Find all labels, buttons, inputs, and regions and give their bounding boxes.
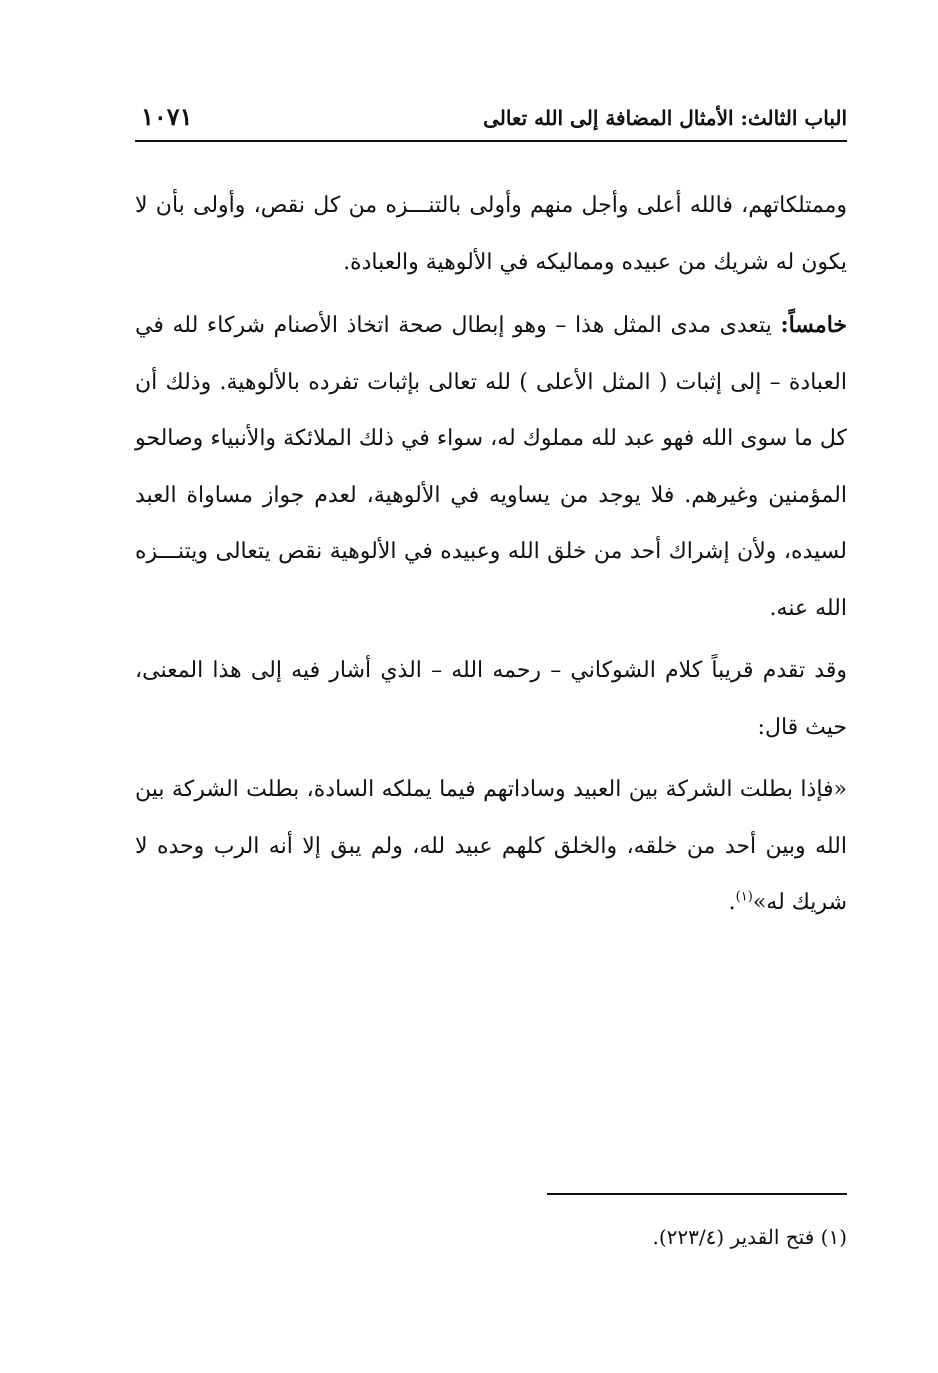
page-number: ١٠٧١ [141,102,193,131]
header-divider [135,140,847,142]
footnote-divider [547,1193,847,1195]
paragraph-3: وقد تقدم قريباً كلام الشوكاني – رحمه الله – الذي أشار فيه إلى هذا المعنى، حيث قال: [135,658,847,740]
paragraph-4-quote [135,762,847,932]
paragraph-2 [135,297,847,637]
quote-text: «فإذا بطلت الشركة بين العبيد وساداتهم فيما يملكه السادة، بطلت الشركة بين الله وبين أحد من خلقه، والخلق كلهم عبيد لله، ولم يبق إلا أنه الرب وحده لا شريك له» [135,777,847,915]
footnote-reference[interactable]: (١) [735,889,753,905]
quote-end: . [728,890,736,915]
footnote: (١) فتح القدير (٢٢٣/٤). [652,1225,847,1249]
main-text [135,178,847,932]
page-header [135,100,847,140]
chapter-title: الباب الثالث: الأمثال المضافة إلى الله تعالى [483,106,847,130]
paragraph-2-text: يتعدى مدى المثل هذا – وهو إبطال صحة اتخاذ الأصنام شركاء لله في العبادة – إلى إثبات ( المثل الأعلى ) لله تعالى بإثبات تفرده بالألوهية. وذلك أن كل ما سوى الله فهو عبد لله مملوك له، سواء في ذلك الملائكة والأنبياء وصالحو المؤمنين وغيرهم. فلا يوجد من يساويه في الألوهية، لعدم جواز مساواة العبد لسيده، ولأن إشراك أحد من خلق الله وعبيده في الألوهية نقص يتعالى ويتنـــزه الله عنه. [135,313,847,621]
paragraph-1: وممتلكاتهم، فالله أعلى وأجل منهم وأولى بالتنـــزه من كل نقص، وأولى بأن لا يكون له شريك من عبيده ومماليكه في الألوهية والعبادة. [135,193,847,275]
paragraph-2-lead: خامساً: [780,312,847,338]
